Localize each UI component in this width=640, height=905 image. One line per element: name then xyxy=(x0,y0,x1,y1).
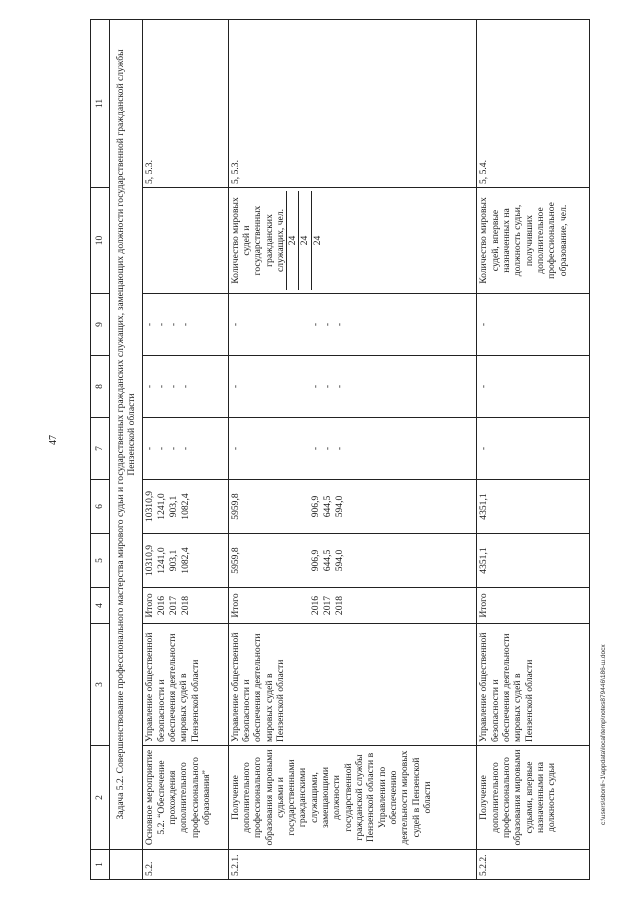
column-number: 9 xyxy=(91,294,110,356)
total-amount-value: 4351,1 xyxy=(478,547,490,574)
year-value: Итого xyxy=(229,593,241,618)
column-numbers-row xyxy=(91,20,110,880)
col9 xyxy=(143,294,228,356)
col9-value: - xyxy=(321,322,333,327)
col8-value: - xyxy=(478,384,490,389)
target-indicator-link: 5, 5.4. xyxy=(477,20,590,188)
indicator-text: Количество мировых судей, впервые назначенных на должность судьи, получивших дополнительное профессиональное образование, чел. xyxy=(478,197,569,284)
col7-value: - xyxy=(478,446,490,451)
column-number: 11 xyxy=(91,20,110,188)
regional-budget-value: 594,0 xyxy=(333,495,345,518)
target-indicator-link: 5, 5.3. xyxy=(143,20,228,188)
year-value: 2016 xyxy=(309,595,321,616)
col8 xyxy=(477,356,590,418)
row-number: 5.2.2. xyxy=(477,850,590,880)
measure-name: Основное мероприятие 5.2. “Обеспечение прохождения дополнительного профессионального образования” xyxy=(143,746,228,850)
footer-file-path: c:\users\sbonli~1\appdata\local\temp\notes879446\186-ш.docx xyxy=(600,644,607,825)
table-row xyxy=(477,20,590,880)
indicator-value: 24 xyxy=(298,191,310,290)
task-row xyxy=(110,20,143,880)
year-value: Итого xyxy=(144,593,156,618)
executor: Управление общественной безопасности и обеспечения деятельности мировых судей в Пензенской области xyxy=(477,624,590,746)
col8-value: - xyxy=(144,384,156,389)
total-amount xyxy=(143,534,228,588)
regional-budget xyxy=(228,480,477,534)
column-number: 4 xyxy=(91,588,110,624)
col8-value: - xyxy=(321,384,333,389)
regional-budget-value: 1082,4 xyxy=(180,493,192,520)
indicator xyxy=(143,188,228,294)
measure-name: Получение дополнительного профессионального образования мировыми судьями и государственными гражданскими служащими, замещающими должности государственной гражданской службы Пензенской области в Управлении по обеспечению деятельности мировых судей в Пензенской области xyxy=(228,746,477,850)
regional-budget-value: 906,9 xyxy=(309,495,321,518)
col7 xyxy=(477,418,590,480)
column-number: 1 xyxy=(91,850,110,880)
col7-value: - xyxy=(156,446,168,451)
col9-value: - xyxy=(309,322,321,327)
regional-budget-value: 10310,9 xyxy=(144,490,156,523)
col7 xyxy=(143,418,228,480)
total-amount xyxy=(477,534,590,588)
total-amount-value: 1241,0 xyxy=(156,547,168,574)
year-value: 2017 xyxy=(321,595,333,616)
table-row xyxy=(228,20,477,880)
column-number: 5 xyxy=(91,534,110,588)
col9 xyxy=(228,294,477,356)
measure-name: Получение дополнительного профессионального образования мировыми судьями, впервые назначенными на должность судьи xyxy=(477,746,590,850)
column-number: 2 xyxy=(91,746,110,850)
indicator xyxy=(477,188,590,294)
total-amount xyxy=(228,534,477,588)
year-value: 2017 xyxy=(168,595,180,616)
col9-value: - xyxy=(144,322,156,327)
total-amount-value: 594,0 xyxy=(333,549,345,572)
page-number: 47 xyxy=(48,435,59,445)
col8 xyxy=(228,356,477,418)
year-value: 2016 xyxy=(156,595,168,616)
col9-value: - xyxy=(156,322,168,327)
regional-budget xyxy=(477,480,590,534)
col8-value: - xyxy=(168,384,180,389)
task-title: Задача 5.2. Совершенствование профессионального мастерства мирового судьи и государственных гражданских служащих, замещающих должности государственной гражданской службы Пензенской области xyxy=(110,20,143,850)
col8-value: - xyxy=(309,384,321,389)
col8-value: - xyxy=(333,384,345,389)
col7-value: - xyxy=(309,446,321,451)
year xyxy=(477,588,590,624)
col9-value: - xyxy=(180,322,192,327)
col7-value: - xyxy=(180,446,192,451)
col9-value: - xyxy=(333,322,345,327)
regional-budget-value: 5959,8 xyxy=(229,493,241,520)
year-value: 2018 xyxy=(333,595,345,616)
regional-budget-value: 1241,0 xyxy=(156,493,168,520)
col7-value: - xyxy=(333,446,345,451)
total-amount-value: 644,5 xyxy=(321,549,333,572)
col7-value: - xyxy=(144,446,156,451)
col9-value: - xyxy=(229,322,241,327)
year xyxy=(228,588,477,624)
year-value: 2018 xyxy=(180,595,192,616)
col8-value: - xyxy=(229,384,241,389)
total-amount-value: 1082,4 xyxy=(180,547,192,574)
executor: Управление общественной безопасности и обеспечения деятельности мировых судей в Пензенской области xyxy=(143,624,228,746)
regional-budget-value: 4351,1 xyxy=(478,493,490,520)
total-amount-value: 10310,9 xyxy=(144,544,156,577)
total-amount-value: 5959,8 xyxy=(229,547,241,574)
table-row xyxy=(143,20,228,880)
total-amount-value: 906,9 xyxy=(309,549,321,572)
column-number: 7 xyxy=(91,418,110,480)
col8 xyxy=(143,356,228,418)
column-number: 6 xyxy=(91,480,110,534)
target-indicator-link: 5, 5.3. xyxy=(228,20,477,188)
col8-value: - xyxy=(180,384,192,389)
column-number: 3 xyxy=(91,624,110,746)
col9-value: - xyxy=(478,322,490,327)
year-value: Итого xyxy=(478,593,490,618)
col7-value: - xyxy=(229,446,241,451)
total-amount-value: 903,1 xyxy=(168,549,180,572)
column-number: 8 xyxy=(91,356,110,418)
regional-budget-value: 903,1 xyxy=(168,495,180,518)
year xyxy=(143,588,228,624)
indicator-value: 24 xyxy=(286,191,298,290)
regional-budget-value: 644,5 xyxy=(321,495,333,518)
executor: Управление общественной безопасности и обеспечения деятельности мировых судей в Пензенской области xyxy=(228,624,477,746)
program-table xyxy=(90,19,590,880)
col9 xyxy=(477,294,590,356)
col7 xyxy=(228,418,477,480)
col8-value: - xyxy=(156,384,168,389)
row-number: 5.2.1. xyxy=(228,850,477,880)
col9-value: - xyxy=(168,322,180,327)
indicator-value: 24 xyxy=(311,191,323,290)
indicator xyxy=(228,188,477,294)
col7-value: - xyxy=(168,446,180,451)
regional-budget xyxy=(143,480,228,534)
col7-value: - xyxy=(321,446,333,451)
row-number: 5.2. xyxy=(143,850,228,880)
column-number: 10 xyxy=(91,188,110,294)
indicator-text: Количество мировых судей и государственных гражданских служащих, чел. xyxy=(229,197,286,284)
rotated-page-content xyxy=(90,20,590,880)
